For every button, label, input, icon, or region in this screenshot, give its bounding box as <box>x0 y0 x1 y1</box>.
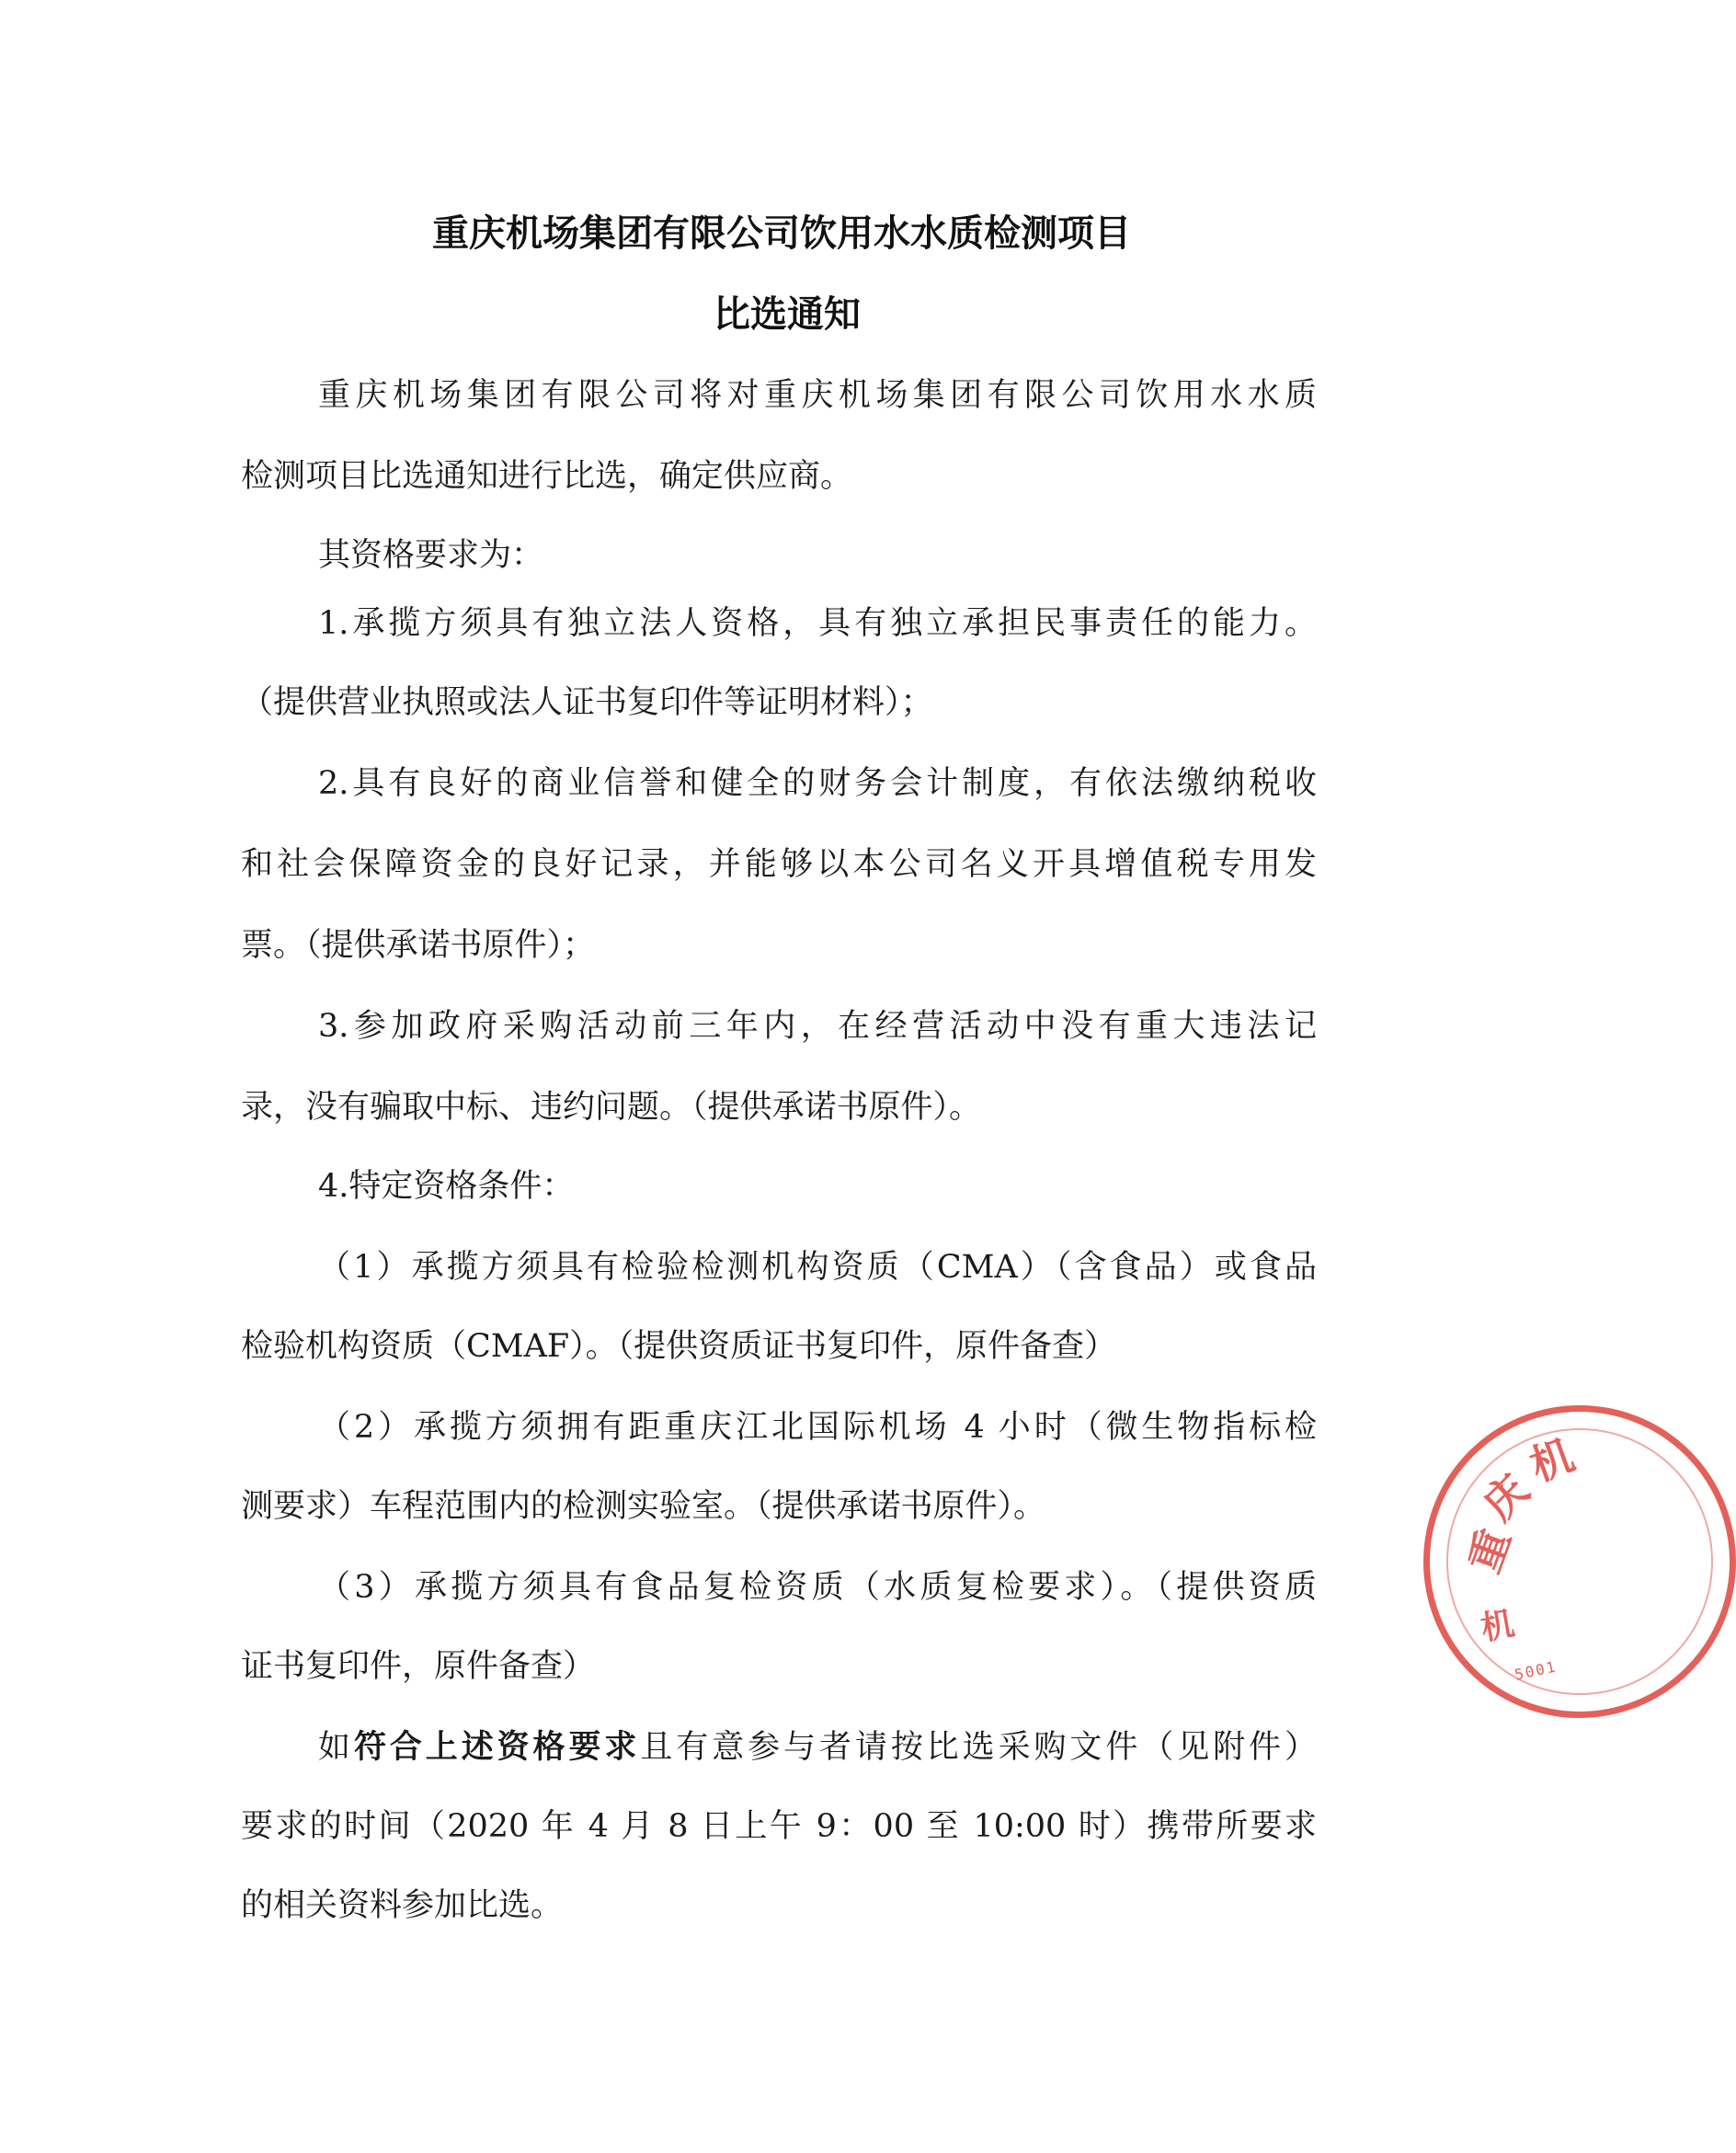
intro-line-2: 检测项目比选通知进行比选，确定供应商。 <box>241 458 853 495</box>
closing-line-3: 的相关资料参加比选。 <box>241 1887 564 1924</box>
sub-item-3-line-2: 证书复印件，原件备查） <box>241 1648 596 1685</box>
document-title: 重庆机场集团有限公司饮用水水质检测项目 <box>432 212 1131 255</box>
item-3-line-2: 录，没有骗取中标、违约问题。（提供承诺书原件）。 <box>241 1089 982 1126</box>
qualification-heading: 其资格要求为： <box>318 537 544 574</box>
sub-item-3-line-1: （3）承揽方须具有食品复检资质（水质复检要求）。（提供资质 <box>318 1569 1317 1606</box>
closing-bold-phrase: 符合上述资格要求 <box>353 1729 641 1766</box>
item-2-line-1: 2.具有良好的商业信誉和健全的财务会计制度，有依法缴纳税收 <box>318 765 1317 802</box>
seal-char: 庆 <box>1473 1464 1539 1530</box>
intro-line-1: 重庆机场集团有限公司将对重庆机场集团有限公司饮用水水质 <box>318 377 1317 414</box>
item-1-line-2: （提供营业执照或法人证书复印件等证明材料）； <box>241 684 933 721</box>
sub-item-2-line-1: （2）承揽方须拥有距重庆江北国际机场 4 小时（微生物指标检 <box>318 1409 1317 1446</box>
seal-char: 重 <box>1458 1522 1521 1579</box>
document-subtitle: 比选通知 <box>714 293 861 336</box>
sub-item-1-line-1: （1）承揽方须具有检验检测机构资质（CMA）（含食品）或食品 <box>318 1249 1317 1286</box>
seal-number: 5001 <box>1513 1657 1559 1684</box>
seal-char: 机 <box>1478 1605 1518 1648</box>
company-seal <box>1423 1405 1736 1718</box>
sub-item-1-line-2: 检验机构资质（CMAF）。（提供资质证书复印件，原件备查） <box>241 1328 1117 1365</box>
closing-prefix: 如 <box>318 1729 354 1766</box>
item-2-line-2: 和社会保障资金的良好记录，并能够以本公司名义开具增值税专用发 <box>241 846 1317 883</box>
closing-suffix: 且有意参与者请按比选采购文件（见附件） <box>640 1729 1317 1766</box>
closing-line-2: 要求的时间（2020 年 4 月 8 日上午 9：00 至 10:00 时）携带所要求 <box>241 1808 1317 1845</box>
sub-item-2-line-2: 测要求）车程范围内的检测实验室。（提供承诺书原件）。 <box>241 1488 1046 1525</box>
item-2-line-3: 票。（提供承诺书原件）； <box>241 927 596 964</box>
seal-char: 机 <box>1524 1429 1581 1492</box>
item-3-line-1: 3.参加政府采购活动前三年内，在经营活动中没有重大违法记 <box>318 1008 1317 1045</box>
item-1-line-1: 1.承揽方须具有独立法人资格，具有独立承担民事责任的能力。 <box>318 605 1317 642</box>
item-4-heading: 4.特定资格条件： <box>318 1168 575 1205</box>
closing-line-1 <box>318 1727 1317 1768</box>
